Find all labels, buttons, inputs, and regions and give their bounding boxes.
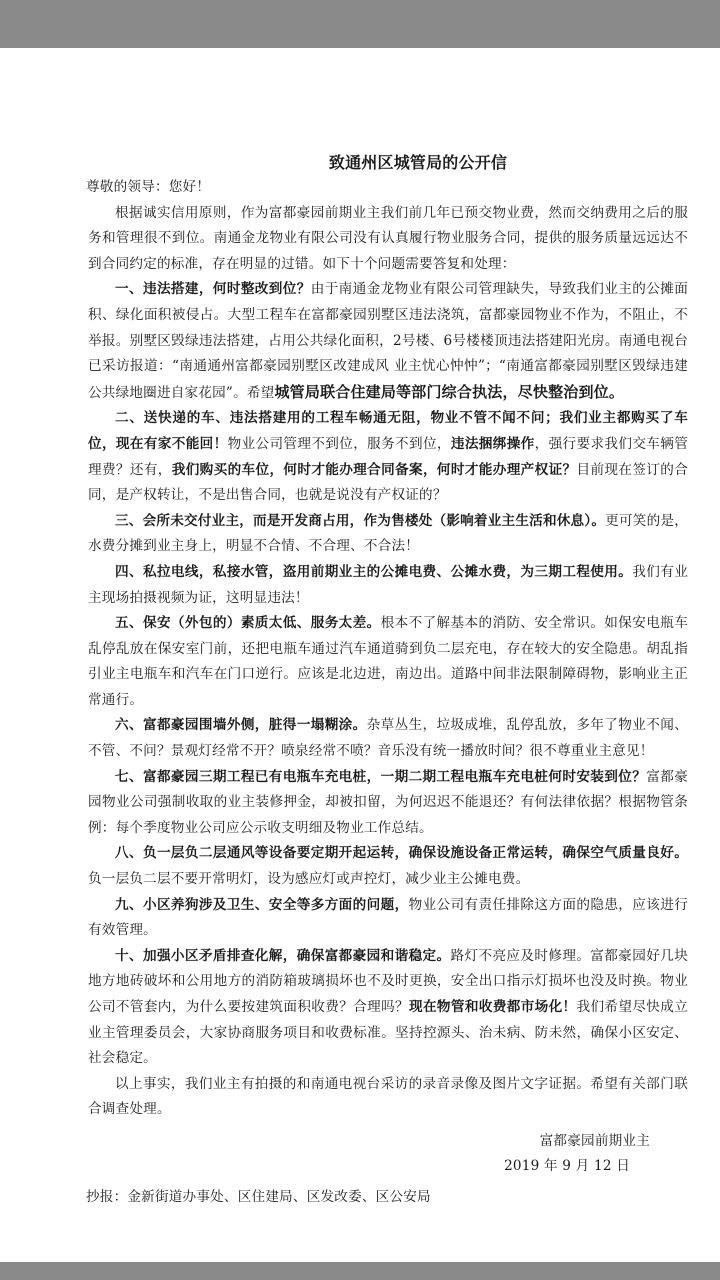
bold-text: 城管局联合住建局等部门综合执法，尽快整治到位。: [274, 382, 625, 401]
bold-text: 八、负一层负二层通风等设备要定期开起运转，确保设施设备正常运转，确保空气质量良好。: [115, 845, 688, 862]
bold-text: 六、富都豪园围墙外侧，脏得一塌糊涂。: [115, 717, 367, 734]
body-text: 以上事实，我们业主有拍摄的和南通电视台采访的录音录像及图片文字证据。希望有关部门联合调查处理。: [88, 1075, 688, 1118]
paragraph: [88, 765, 688, 842]
body-text: 根据诚实信用原则，作为富都豪园前期业主我们前几年已预交物业费，然而交纳费用之后的服务和管理很不到位。南通金龙物业有限公司没有认真履行物业服务合同，提供的服务质量远远达不到合同约定的标准，存在明显的过错。如下十个问题需要答复和处理：: [88, 204, 688, 272]
body-text: 富都豪园物业公司强制收取的业主装修押金，却被扣留，为何迟迟不能退还？有何法律依据？根据物管条例：每个季度物业公司应公示收支明细及物业工作总结。: [88, 768, 688, 836]
paragraph: [88, 611, 688, 713]
signature: 富都豪园前期业主: [539, 1132, 650, 1149]
bold-text: 七、富都豪园三期工程已有电瓶车充电桩，一期二期工程电瓶车充电桩何时安装到位？: [115, 768, 647, 785]
body-text: 我们有业主现场拍摄视频为证，这明显违法！: [88, 563, 688, 606]
letter-title: 致通州区城管局的公开信: [328, 153, 508, 172]
body-text: 物业公司有责任排除这方面的隐患，应该进行有效管理。: [88, 896, 689, 939]
bold-text: 三、会所未交付业主，而是开发商占用，作为售楼处（影响着业主生活和休息）。: [115, 512, 606, 529]
greeting: 尊敬的领导：您好！: [86, 179, 211, 195]
body-text: 路灯不亮应及时修理。富都豪园好几块地方地砖破坏和公用地方的消防箱玻璃损坏也不及时更换，安全出口指示灯损坏也没及时换。物业公司不管套内，为什么要按建筑面积收费？合理吗？: [88, 947, 688, 1015]
paragraph: [88, 509, 688, 560]
body-text: 更可笑的是，水费分摊到业主身上，明显不合情、不合理、不合法！: [88, 512, 688, 555]
paragraph: [88, 944, 688, 1072]
letter-date: 2019 年 9 月 12 日: [504, 1157, 630, 1174]
paragraph: [88, 841, 688, 892]
bold-text: 现在物管和收费都市场化！: [409, 999, 577, 1015]
paragraph: [88, 893, 688, 944]
body-text: 杂草丛生，垃圾成堆，乱停乱放，多年了物业不闻、不管、不问？景观灯经常不开？喷泉经常不喷？音乐没有统一播放时间？很不尊重业主意见！: [88, 717, 688, 760]
paragraph: [88, 277, 688, 406]
body-text: 我们希望尽快成立业主管理委员会，大家协商服务项目和收费标准。坚持控源头、治未病、防未然，确保小区安定、社会稳定。: [88, 999, 688, 1067]
body-text: 根本不了解基本的消防、安全常识。如保安电瓶车乱停乱放在保安室门前，还把电瓶车通过汽车通道骑到负二层充电，存在较大的安全隐患。胡乱指引业主电瓶车和汽车在门口逆行。应该是北边进，南边出。道路中间非法限制障碍物，影响业主正常通行。: [88, 615, 688, 708]
letter-body: [88, 201, 688, 1123]
top-bar: [0, 0, 720, 48]
body-text: 目前现在签订的合同，是产权转让，不是出售合同，也就是说没有产权证的？: [88, 461, 688, 504]
cc-list: 抄报：金新街道办事处、区住建局、区发改委、区公安局: [86, 1188, 431, 1205]
body-text: 负一层负二层不要开常明灯，设为感应灯或声控灯，减少业主公摊电费。: [88, 871, 530, 888]
bottom-bar: [0, 1262, 720, 1280]
bold-text: 五、保安（外包的）素质太低、服务太差。: [115, 615, 381, 632]
bold-text: 一、违法搭建，何时整改到位？: [115, 281, 311, 298]
paragraph: [88, 560, 688, 611]
body-text: 物业公司管理不到位，服务不到位，: [227, 435, 451, 452]
bold-text: 二、送快递的车、违法搭建用的工程车畅通无阻，物业不管不闻不问；我们业主都购买了车位，现在有家不能回！: [88, 410, 688, 452]
paragraph: [88, 1072, 688, 1123]
bold-text: 四、私拉电线，私接水管，盗用前期业主的公摊电费、公摊水费，为三期工程使用。: [115, 563, 633, 580]
paragraph: [88, 201, 688, 278]
bold-text: 我们购买的车位，何时才能办理合同备案，何时才能办理产权证？: [171, 461, 577, 478]
body-text: 由于南通金龙物业有限公司管理缺失，导致我们业主的公摊面积、绿化面积被侵占。大型工程车在富都豪园别墅区违法浇筑，富都豪园物业不作为，不阻止，不举报。别墅区毁绿违法搭建，占用公共绿化面积，2号楼、6号楼楼顶违法搭建阳光房。南通电视台已采访报道：“南通通州富都豪园别墅区改建成风 业主忧心忡忡”；“南通富都豪园别墅区毁绿违建 公共绿地圈进自家花园”。希望: [88, 281, 688, 401]
bold-text: 十、加强小区矛盾排查化解，确保富都豪园和谐稳定。: [115, 947, 451, 964]
letter-document: [88, 150, 688, 1210]
body-text: ，强行要求我们交车辆管理费？还有，: [88, 435, 689, 478]
bold-text: 违法捆绑操作: [450, 435, 535, 452]
bold-text: 九、小区养狗涉及卫生、安全等多方面的问题，: [115, 896, 409, 913]
paragraph: [88, 406, 688, 508]
paragraph: [88, 713, 688, 764]
